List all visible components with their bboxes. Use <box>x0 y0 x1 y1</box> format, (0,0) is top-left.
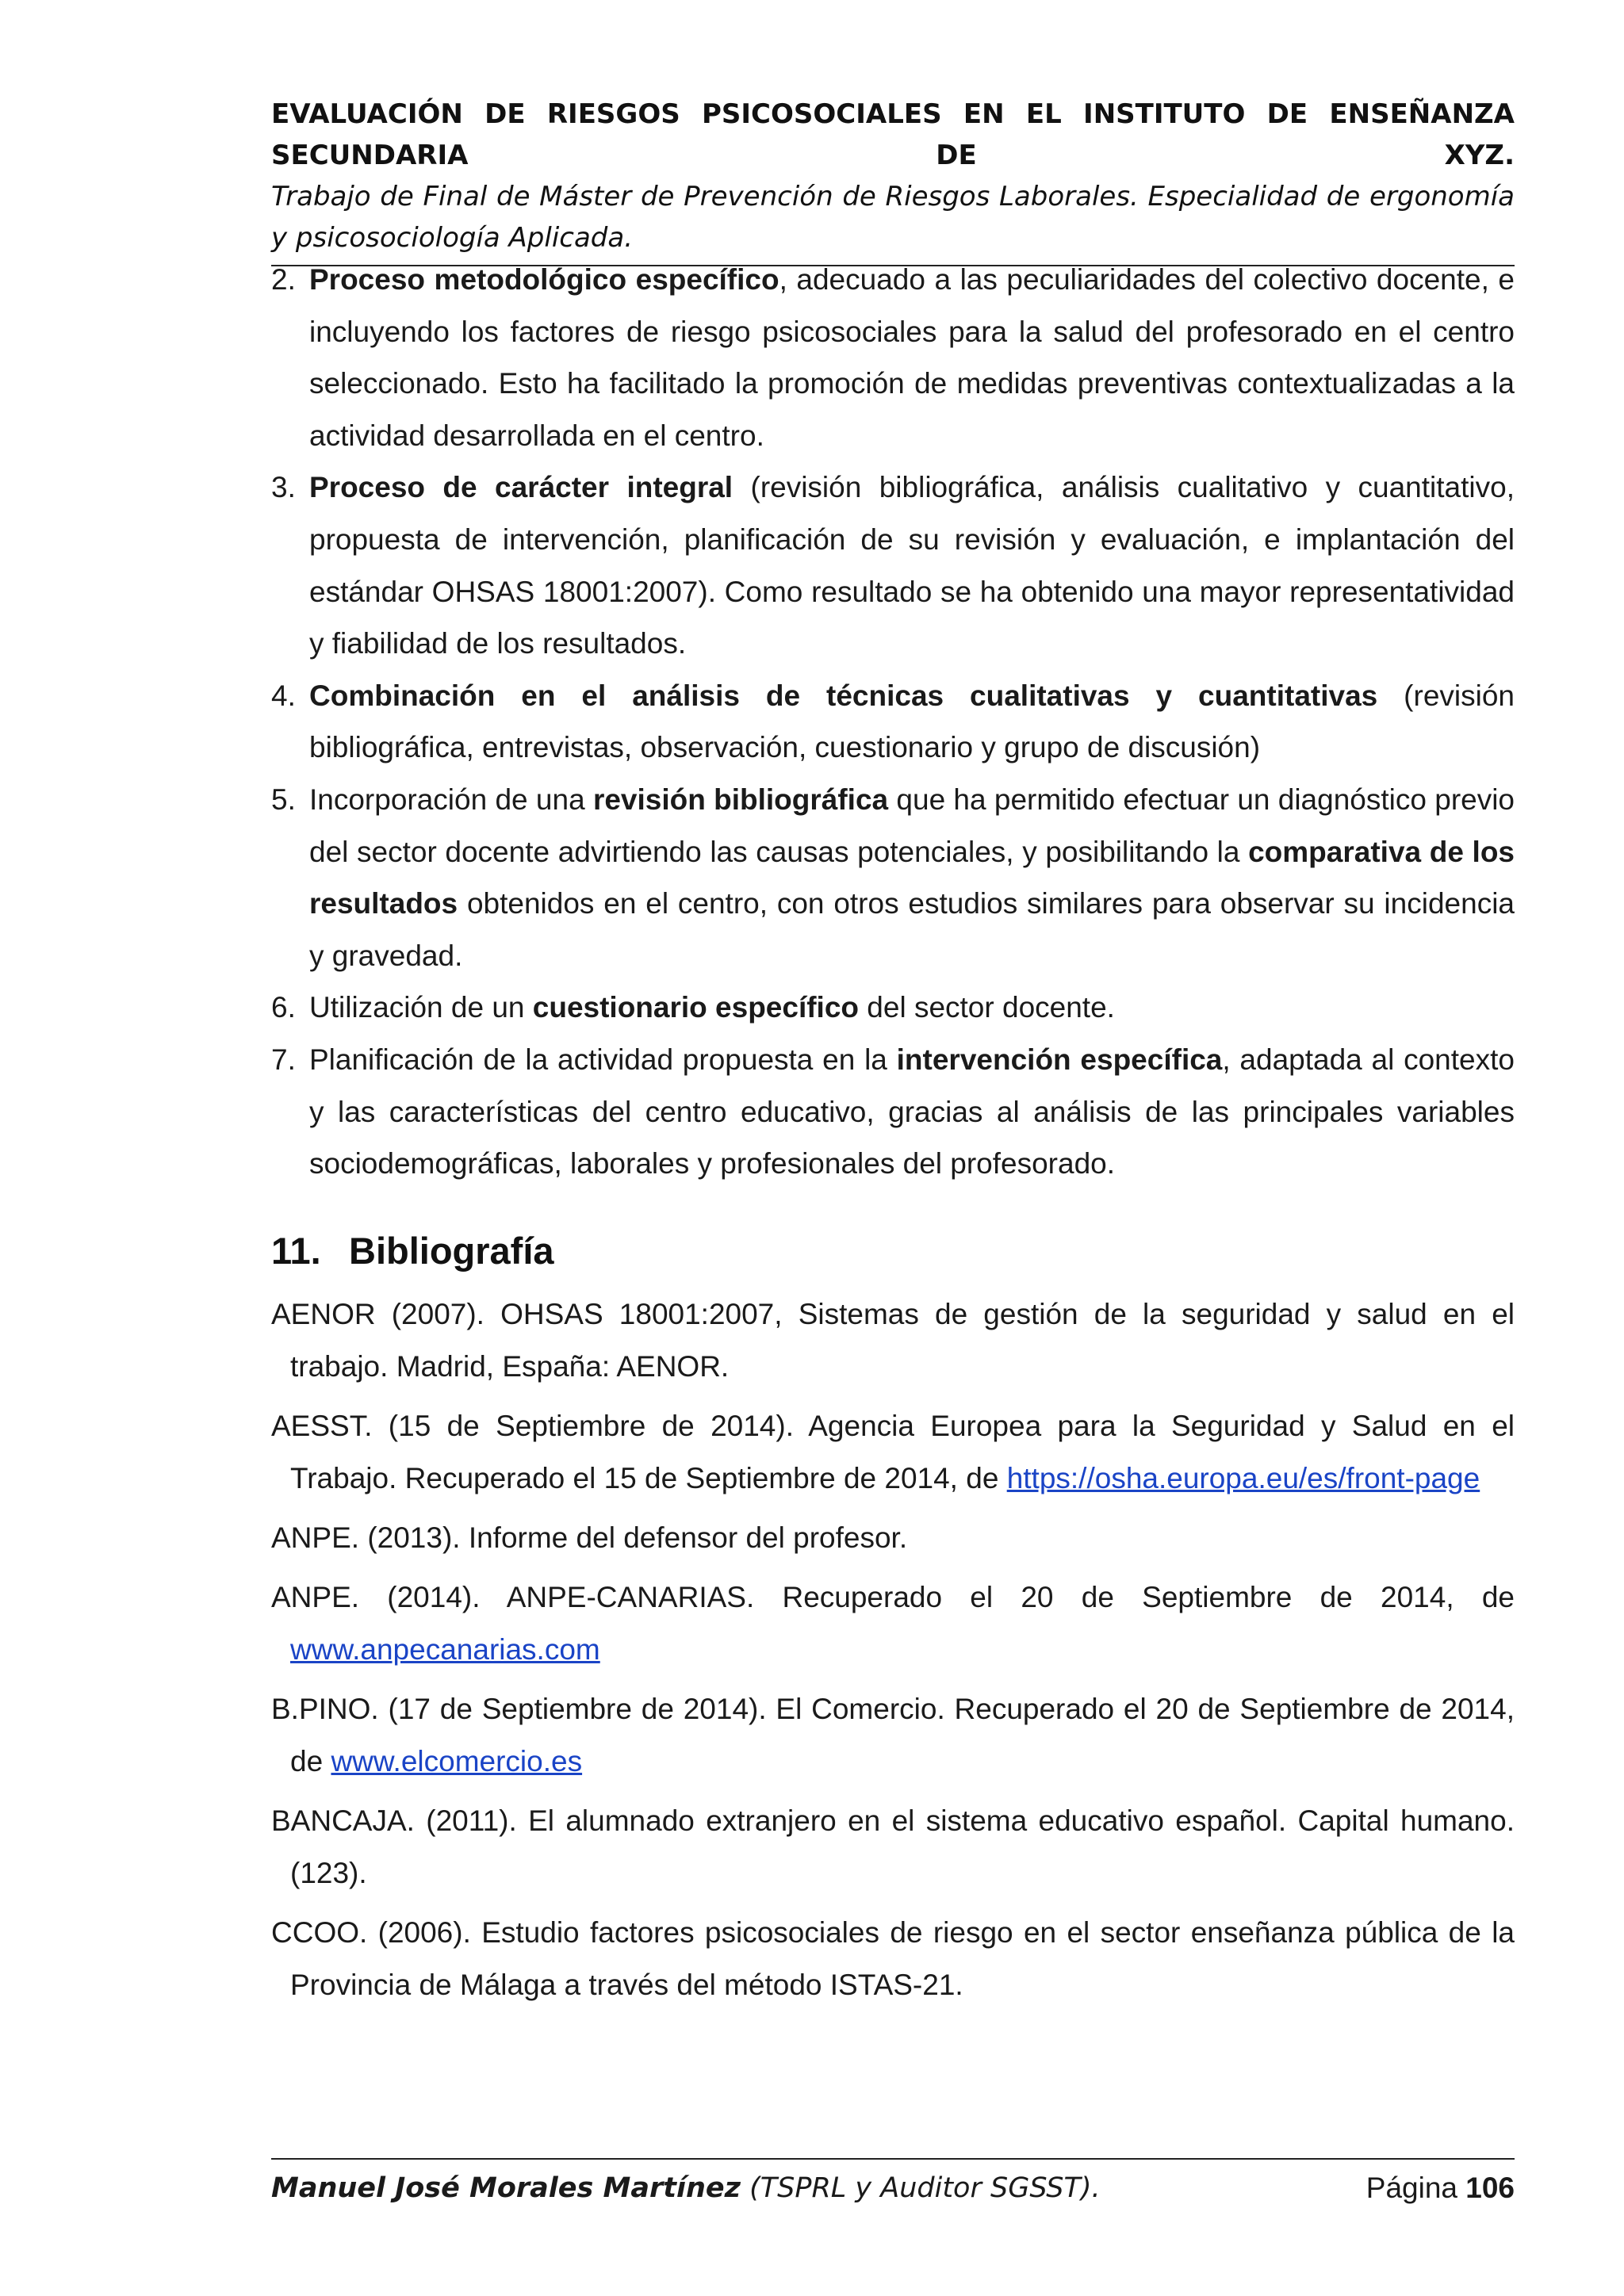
page-footer <box>271 2158 1515 2209</box>
running-header <box>271 94 1515 266</box>
body-text: del sector docente. <box>859 991 1115 1024</box>
body-text: , adaptada al contexto y las características del centro educativo, gracias al análisis de las principales variables sociodemográficas, laborales y profesionales del profesorado. <box>309 1043 1515 1181</box>
bibliography-entry <box>271 1571 1515 1676</box>
footer-role: (TSPRL y Auditor SGSST). <box>741 2172 1101 2204</box>
body-text: obtenidos en el centro, con otros estudios similares para observar su incidencia y gravedad. <box>309 887 1515 972</box>
reference-link[interactable]: www.anpecanarias.com <box>290 1633 600 1666</box>
reference-text: CCOO. (2006). Estudio factores psicosociales de riesgo en el sector enseñanza pública de la Provincia de Málaga a través del método ISTAS-21. <box>271 1916 1515 2001</box>
body-text: Incorporación de una <box>309 783 593 816</box>
reference-text: BANCAJA. (2011). El alumnado extranjero en el sistema educativo español. Capital humano.(123). <box>271 1804 1515 1889</box>
list-item-number: 6. <box>271 991 296 1024</box>
list-item <box>271 254 1515 461</box>
list-item <box>271 774 1515 982</box>
body-text: , adecuado a las peculiaridades del colectivo docente, e incluyendo los factores de riesgo psicosociales para la salud del profesorado en el centro seleccionado. Esto ha facilitado la promoción de medidas preventivas contextualizadas a la actividad desarrollada en el centro. <box>309 263 1515 452</box>
list-item-number: 7. <box>271 1043 296 1076</box>
emphasis-text: revisión bibliográfica <box>592 783 889 816</box>
reference-text: ANPE. (2013). Informe del defensor del profesor. <box>271 1521 908 1554</box>
reference-link[interactable]: www.elcomercio.es <box>331 1745 583 1777</box>
body-text: Planificación de la actividad propuesta en la <box>309 1043 897 1076</box>
section-title: Bibliografía <box>349 1230 554 1272</box>
reference-link[interactable]: https://osha.europa.eu/es/front-page <box>1006 1462 1480 1494</box>
list-item <box>271 461 1515 669</box>
emphasis-text: Proceso de carácter integral <box>309 471 733 504</box>
body-text: (revisión bibliográfica, análisis cualitativo y cuantitativo, propuesta de intervención, planificación de su revisión y evaluación, e implantación del estándar OHSAS 18001:2007). Como resultado se ha obtenido una mayor representatividad y fiabilidad de los resultados. <box>309 471 1515 660</box>
footer-page-label: Página <box>1365 2172 1466 2204</box>
bibliography-entry <box>271 1512 1515 1564</box>
bibliography-entry <box>271 1400 1515 1505</box>
body-text: que ha permitido efectuar un diagnóstico previo del sector docente advirtiendo las causas potenciales, y posibilitando la <box>309 783 1515 868</box>
section-number: 11. <box>271 1230 321 1272</box>
list-item-number: 4. <box>271 679 296 712</box>
reference-text: AENOR (2007). OHSAS 18001:2007, Sistemas de gestión de la seguridad y salud en el trabajo. Madrid, España: AENOR. <box>271 1298 1515 1383</box>
reference-text: B.PINO. (17 de Septiembre de 2014). El Comercio. Recuperado el 20 de Septiembre de 2014, de <box>271 1693 1515 1777</box>
footer-author: Manuel José Morales Martínez <box>271 2172 741 2204</box>
list-item-number: 5. <box>271 783 296 816</box>
footer-page <box>1366 2168 1515 2209</box>
emphasis-text: intervención específica <box>896 1043 1223 1076</box>
header-subtitle: Trabajo de Final de Máster de Prevención de Riesgos Laborales. Especialidad de ergonomía y psicosociología Aplicada. <box>271 181 1515 254</box>
list-item <box>271 982 1515 1034</box>
reference-text: AESST. (15 de Septiembre de 2014). Agencia Europea para la Seguridad y Salud en el Trabajo. Recuperado el 15 de Septiembre de 2014, de <box>271 1410 1515 1494</box>
section-heading <box>271 1225 554 1277</box>
list-item <box>271 670 1515 774</box>
bibliography-entry <box>271 1795 1515 1900</box>
emphasis-text: Proceso metodológico específico <box>309 263 779 296</box>
bibliography-entry <box>271 1288 1515 1393</box>
conclusions-list <box>271 254 1515 1190</box>
list-item-number: 3. <box>271 471 296 504</box>
page-number: 106 <box>1465 2172 1515 2204</box>
body-text: (revisión bibliográfica, entrevistas, observación, cuestionario y grupo de discusión) <box>309 679 1515 764</box>
emphasis-text: Combinación en el análisis de técnicas cualitativas y cuantitativas <box>309 679 1378 712</box>
bibliography-entry <box>271 1683 1515 1788</box>
list-item-number: 2. <box>271 263 296 296</box>
emphasis-text: comparativa de los resultados <box>309 835 1515 920</box>
emphasis-text: cuestionario específico <box>532 991 860 1024</box>
bibliography-list <box>271 1288 1515 2019</box>
bibliography-entry <box>271 1907 1515 2011</box>
footer-author-line <box>271 2168 1101 2209</box>
reference-text: ANPE. (2014). ANPE-CANARIAS. Recuperado el 20 de Septiembre de 2014, de <box>271 1581 1515 1613</box>
list-item <box>271 1034 1515 1190</box>
header-title: EVALUACIÓN DE RIESGOS PSICOSOCIALES EN EL INSTITUTO DE ENSEÑANZA SECUNDARIA DE XYZ. <box>271 98 1515 171</box>
body-text: Utilización de un <box>309 991 533 1024</box>
